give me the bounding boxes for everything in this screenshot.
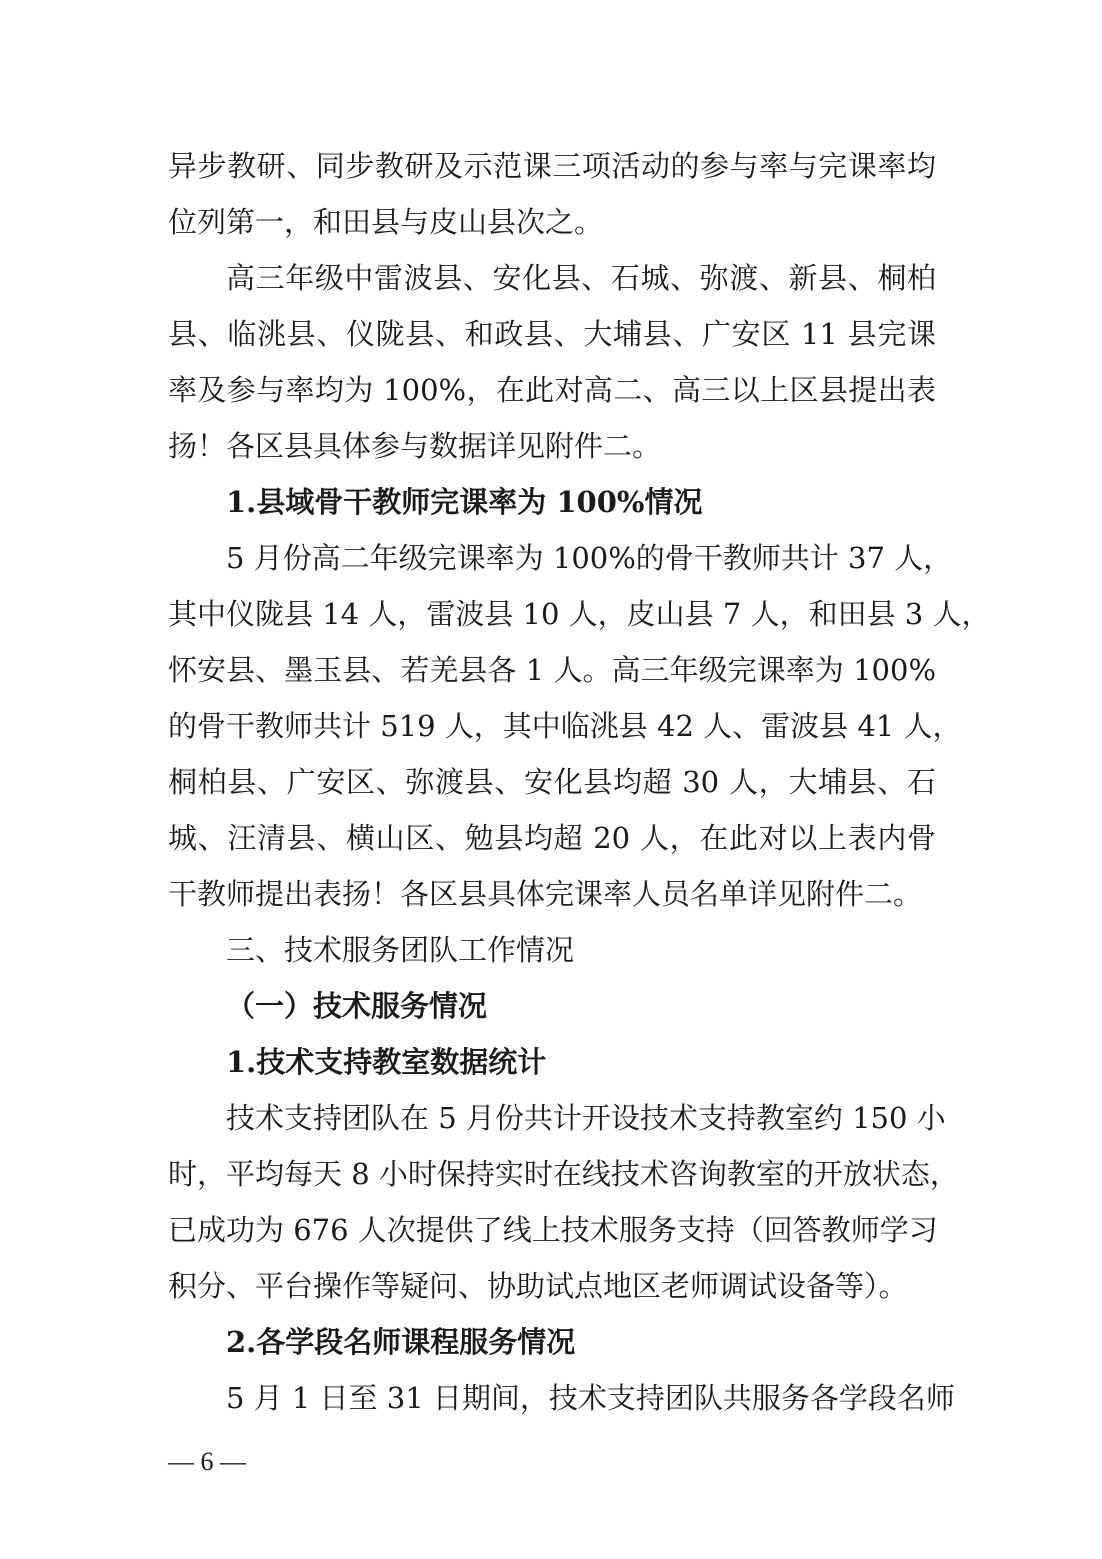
paragraph-line: 的骨干教师共计 519 人，其中临洮县 42 人、雷波县 41 人， [168, 709, 962, 743]
page-number: — 6 — [168, 1447, 246, 1476]
document-body [168, 138, 991, 1426]
paragraph-line: 5 月 1 日至 31 日期间，技术支持团队共服务各学段名师 [226, 1381, 955, 1415]
paragraph-line: 已成功为 676 人次提供了线上技术服务支持（回答教师学习 [168, 1213, 938, 1247]
paragraph-line: 高三年级中雷波县、安化县、石城、弥渡、新县、桐柏 [226, 261, 936, 295]
chapter-heading: 三、技术服务团队工作情况 [226, 933, 575, 967]
paragraph-line: 其中仪陇县 14 人，雷波县 10 人，皮山县 7 人，和田县 3 人， [168, 597, 991, 631]
paragraph-line: 积分、平台操作等疑问、协助试点地区老师调试设备等）。 [168, 1269, 908, 1303]
paragraph-line: 桐柏县、广安区、弥渡县、安化县均超 30 人，大埔县、石 [168, 765, 936, 799]
paragraph-line: 技术支持团队在 5 月份共计开设技术支持教室约 150 小 [226, 1101, 946, 1135]
paragraph-line: 时，平均每天 8 小时保持实时在线技术咨询教室的开放状态， [168, 1157, 959, 1191]
paragraph-line: 干教师提出表扬！各区县具体完课率人员名单详见附件二。 [168, 877, 923, 911]
paragraph-line: 率及参与率均为 100%，在此对高二、高三以上区县提出表 [168, 373, 936, 407]
section-heading: 1.技术支持教室数据统计 [226, 1045, 547, 1079]
paragraph-line: 位列第一，和田县与皮山县次之。 [168, 205, 604, 239]
paragraph-line: 异步教研、同步教研及示范课三项活动的参与率与完课率均 [168, 149, 936, 183]
paragraph-line: 怀安县、墨玉县、若羌县各 1 人。高三年级完课率为 100% [168, 653, 936, 687]
paragraph-line: 城、汪清县、横山区、勉县均超 20 人，在此对以上表内骨 [168, 821, 936, 855]
paragraph-line: 5 月份高二年级完课率为 100%的骨干教师共计 37 人， [226, 541, 953, 575]
subsection-heading: （一）技术服务情况 [226, 989, 488, 1023]
section-heading: 2.各学段名师课程服务情况 [226, 1325, 576, 1359]
section-heading: 1.县域骨干教师完课率为 100%情况 [226, 485, 703, 519]
paragraph-line: 县、临洮县、仪陇县、和政县、大埔县、广安区 11 县完课 [168, 317, 936, 351]
paragraph-line: 扬！各区县具体参与数据详见附件二。 [168, 429, 662, 463]
